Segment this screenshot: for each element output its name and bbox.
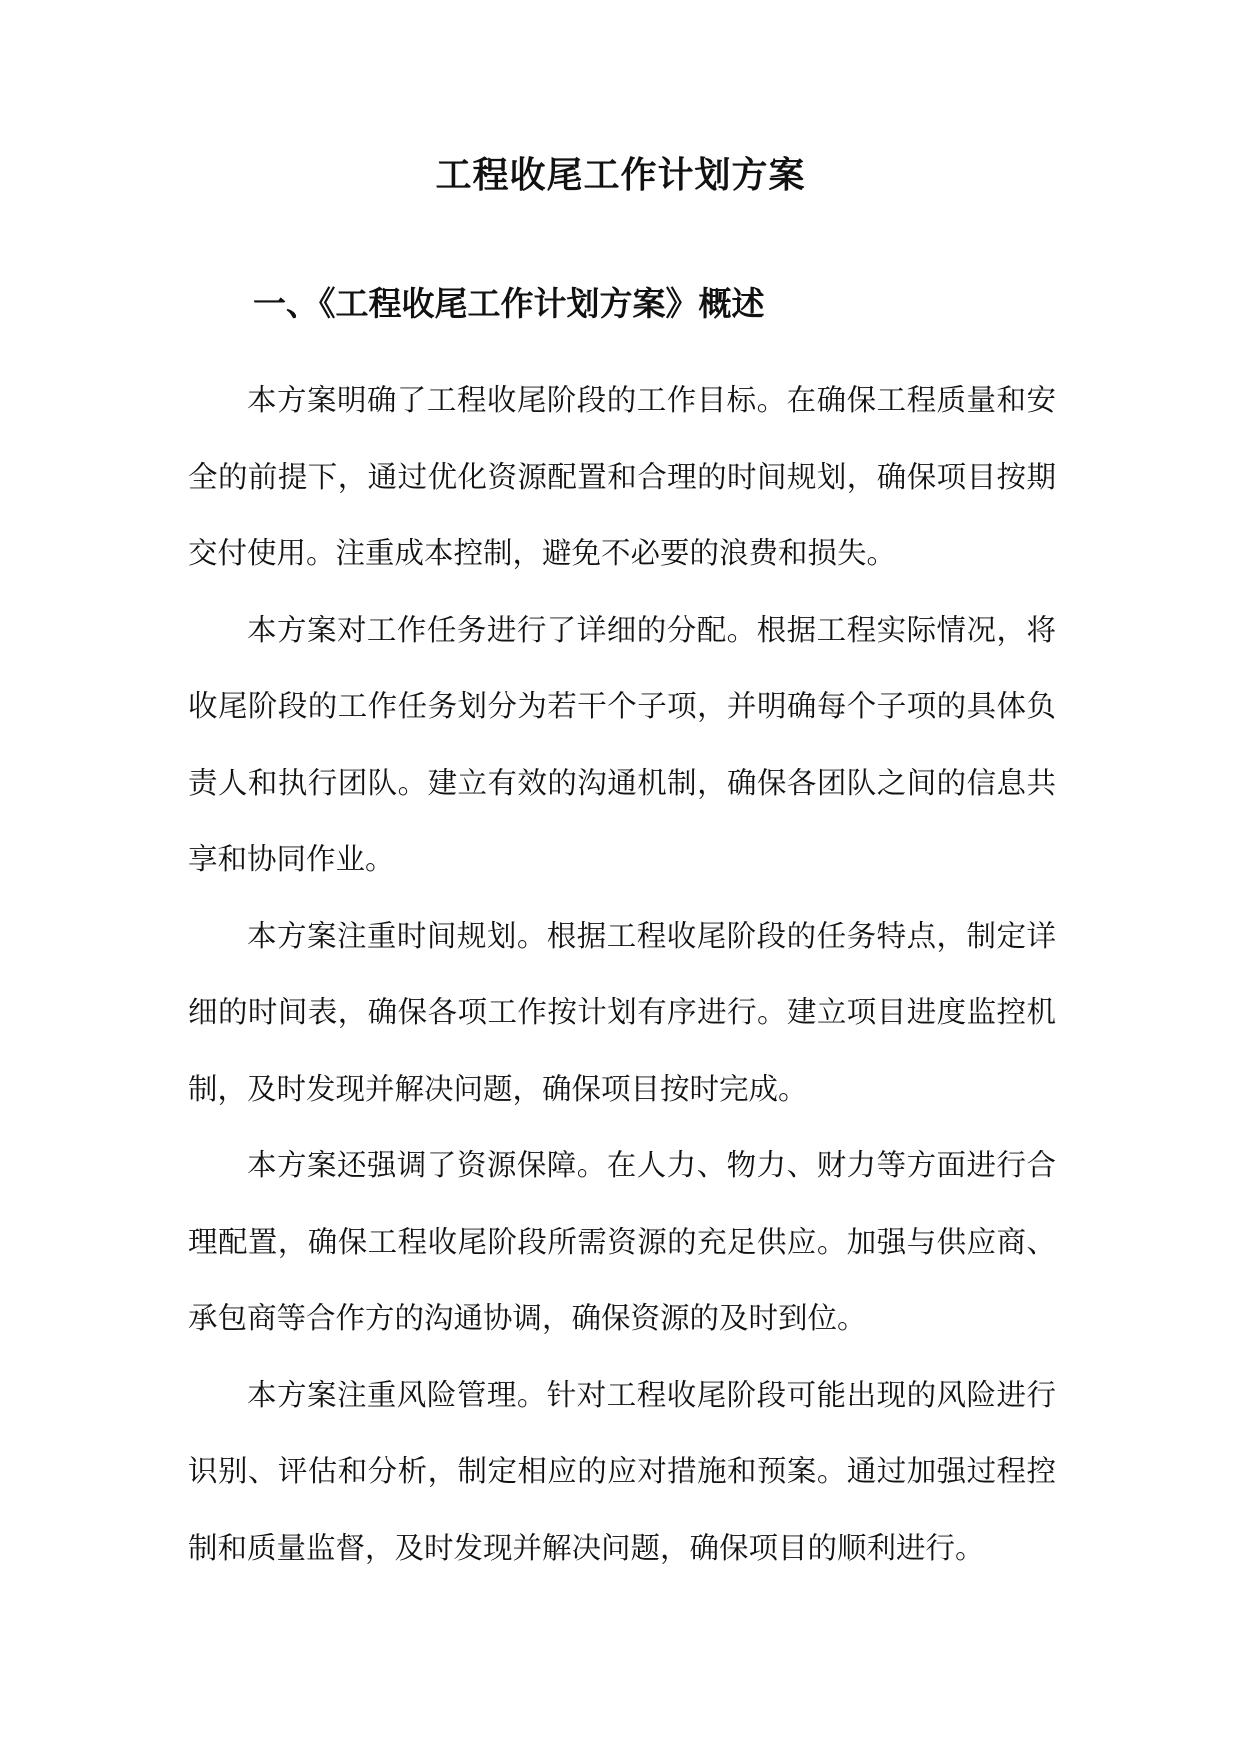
paragraph-task-allocation: 本方案对工作任务进行了详细的分配。根据工程实际情况，将收尾阶段的工作任务划分为若干个子项，并明确每个子项的具体负责人和执行团队。建立有效的沟通机制，确保各团队之间的信息共享和协同作业。	[188, 612, 1056, 876]
document-body	[188, 362, 1056, 1586]
document-title: 工程收尾工作计划方案	[435, 154, 806, 196]
paragraph-risk-management: 本方案注重风险管理。针对工程收尾阶段可能出现的风险进行识别、评估和分析，制定相应的应对措施和预案。通过加强过程控制和质量监督，及时发现并解决问题，确保项目的顺利进行。	[188, 1377, 1056, 1565]
section-heading: 一、《工程收尾工作计划方案》概述	[253, 284, 765, 323]
paragraph-resource-guarantee: 本方案还强调了资源保障。在人力、物力、财力等方面进行合理配置，确保工程收尾阶段所需资源的充足供应。加强与供应商、承包商等合作方的沟通协调，确保资源的及时到位。	[188, 1148, 1056, 1335]
paragraph-objectives: 本方案明确了工程收尾阶段的工作目标。在确保工程质量和安全的前提下，通过优化资源配置和合理的时间规划，确保项目按期交付使用。注重成本控制，避免不必要的浪费和损失。	[188, 383, 1056, 570]
paragraph-time-planning: 本方案注重时间规划。根据工程收尾阶段的任务特点，制定详细的时间表，确保各项工作按计划有序进行。建立项目进度监控机制，及时发现并解决问题，确保项目按时完成。	[188, 918, 1056, 1106]
